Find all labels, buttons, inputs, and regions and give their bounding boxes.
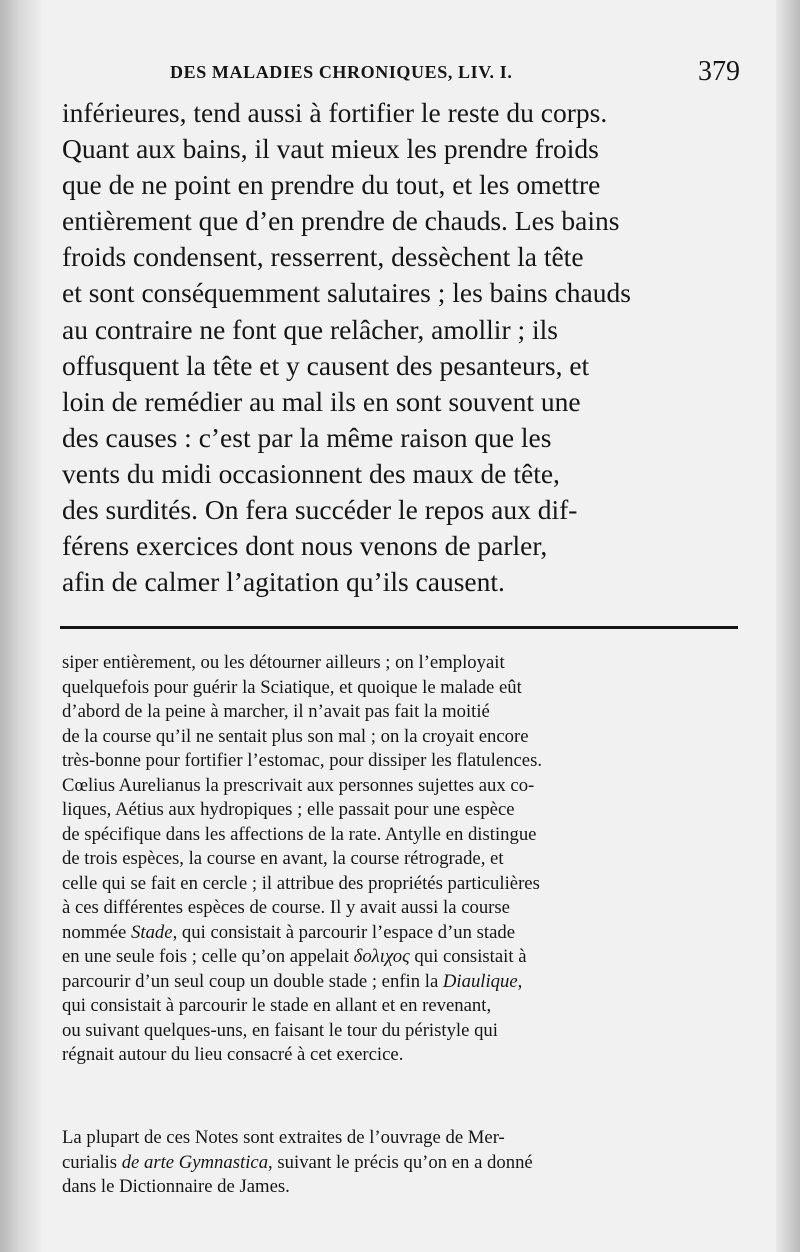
main-text-line: férens exercices dont nous venons de parler, — [62, 530, 548, 562]
footnote-line: Cœlius Aurelianus la prescrivait aux personnes sujettes aux co- — [62, 774, 535, 796]
source-note-line: dans le Dictionnaire de James. — [62, 1176, 290, 1197]
footnote-line — [62, 945, 738, 970]
main-text-line: entièrement que d’en prendre de chauds. Les bains — [62, 205, 620, 237]
header-title: DES MALADIES CHRONIQUES, LIV. I. — [170, 62, 513, 82]
footnote-line: d’abord de la peine à marcher, il n’avait pas fait la moitié — [62, 701, 490, 722]
footnote-line: celle qui se fait en cercle ; il attribue des propriétés particulières — [62, 872, 540, 894]
source-note-line — [62, 1151, 738, 1176]
footnote-text: , — [517, 970, 523, 992]
source-note-text: , suivant le précis qu’on en a donné — [268, 1151, 533, 1173]
main-text-line: froids condensent, resserrent, dessèchent la tête — [62, 241, 584, 273]
running-header — [170, 56, 740, 90]
source-note-block — [62, 1126, 738, 1200]
footnote-text: qui consistait à — [409, 946, 527, 967]
main-text-line: et sont conséquemment salutaires ; les bains chauds — [62, 277, 631, 309]
footnote-line: siper entièrement, ou les détourner ailleurs ; on l’employait — [62, 652, 505, 673]
source-note-line: La plupart de ces Notes sont extraites de l’ouvrage de Mer- — [62, 1127, 505, 1148]
main-text-line: au contraire ne font que relâcher, amollir ; ils — [62, 313, 558, 345]
source-note-text: curialis — [62, 1151, 122, 1173]
source-note-italic-text: de arte Gymnastica — [121, 1151, 269, 1173]
footnote-text: parcourir d’un seul coup un double stade ; enfin la — [62, 970, 443, 992]
footnote-block — [62, 651, 738, 1068]
footnote-line: très-bonne pour fortifier l’estomac, pour dissiper les flatulences. — [62, 750, 543, 771]
footnote-line: régnait autour du lieu consacré à cet exercice. — [62, 1044, 404, 1065]
main-text-line: loin de remédier au mal ils en sont souvent une — [62, 385, 581, 417]
footnote-text: , qui consistait à parcourir l’espace d’un stade — [172, 921, 516, 943]
main-text-line: que de ne point en prendre du tout, et les omettre — [62, 169, 601, 201]
footnote-line: à ces différentes espèces de course. Il y avait aussi la course — [62, 897, 510, 918]
footnote-italic-text: Stade — [131, 921, 173, 943]
footnote-text: en une seule fois ; celle qu’on appelait — [62, 946, 354, 967]
footnote-italic-text: Diaulique — [442, 970, 518, 992]
main-text-block — [62, 95, 742, 600]
main-text-line: Quant aux bains, il vaut mieux les prendre froids — [62, 133, 599, 165]
main-text-line: des surdités. On fera succéder le repos aux dif- — [62, 494, 578, 526]
footnote-line: ou suivant quelques-uns, en faisant le tour du péristyle qui — [62, 1019, 498, 1041]
footnote-line: de trois espèces, la course en avant, la course rétrograde, et — [62, 848, 504, 869]
footnote-text: nommée — [62, 921, 132, 943]
footnote-line: de la course qu’il ne sentait plus son mal ; on la croyait encore — [62, 725, 529, 747]
page-number: 379 — [698, 56, 740, 87]
page-edge-left — [0, 0, 42, 1252]
main-text-line: des causes : c’est par la même raison que les — [62, 421, 552, 453]
footnote-line — [62, 921, 738, 946]
main-text-line: vents du midi occasionnent des maux de tête, — [62, 457, 560, 489]
footnote-line: liques, Aétius aux hydropiques ; elle passait pour une espèce — [62, 799, 515, 820]
footnote-line: qui consistait à parcourir le stade en allant et en revenant, — [62, 995, 492, 1016]
main-text-line: offusquent la tête et y causent des pesanteurs, et — [62, 349, 590, 381]
footnote-line: de spécifique dans les affections de la rate. Antylle en distingue — [62, 823, 537, 845]
main-text-line: inférieures, tend aussi à fortifier le reste du corps. — [62, 97, 608, 128]
footnote-italic-text: δολιχος — [353, 946, 410, 967]
page-edge-right — [776, 0, 800, 1252]
footnote-line: quelquefois pour guérir la Sciatique, et quoique le malade eût — [62, 676, 522, 698]
notes-separator — [60, 626, 738, 629]
main-text-line: afin de calmer l’agitation qu’ils causent. — [62, 566, 505, 598]
footnote-line — [62, 970, 738, 995]
